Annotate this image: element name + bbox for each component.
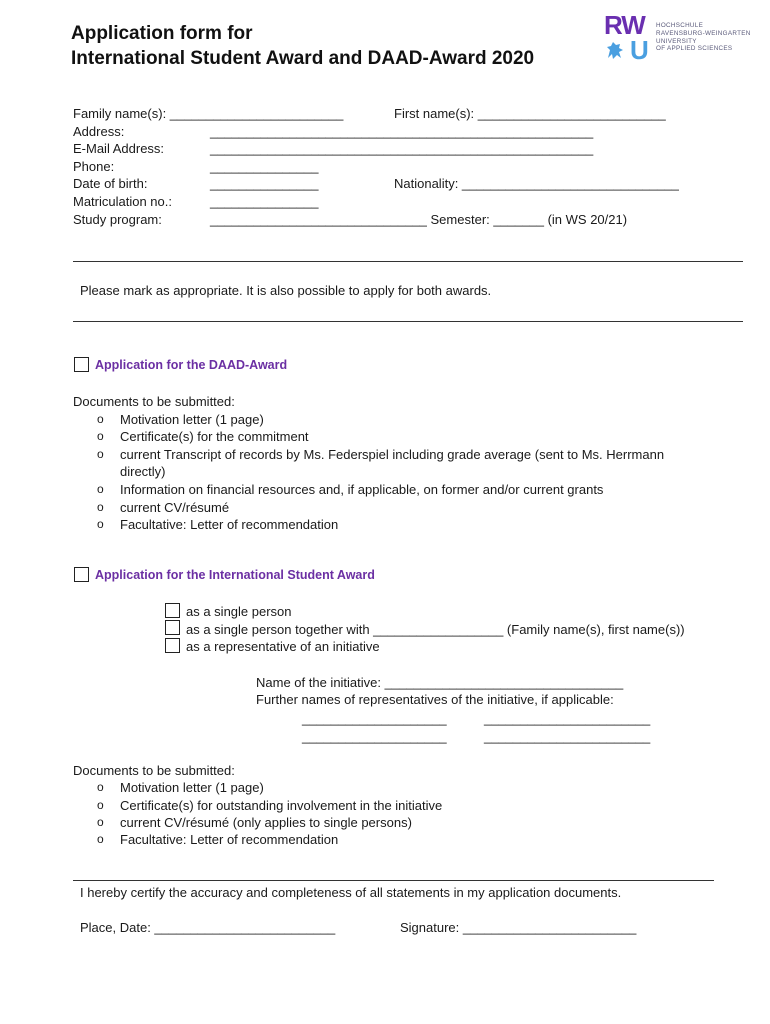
- daad-award-checkbox[interactable]: [74, 357, 89, 372]
- initiative-name-field[interactable]: Name of the initiative: _________________________________: [256, 675, 624, 690]
- instruction-text: Please mark as appropriate. It is also possible to apply for both awards.: [80, 283, 492, 298]
- bullet-icon: o: [97, 815, 104, 829]
- lion-icon: [604, 40, 626, 62]
- place-date-field[interactable]: Place, Date: _________________________: [80, 920, 336, 935]
- certification-statement: I hereby certify the accuracy and completeness of all statements in my application documents.: [80, 885, 622, 900]
- form-title-line2: International Student Award and DAAD-Award 2020: [71, 48, 535, 69]
- daad-doc-item: Certificate(s) for the commitment: [120, 429, 309, 444]
- bullet-icon: o: [97, 500, 104, 514]
- study-program-label: Study program:: [73, 212, 162, 227]
- daad-award-heading: Application for the DAAD-Award: [95, 358, 288, 372]
- isa-documents-label: Documents to be submitted:: [73, 763, 235, 778]
- daad-doc-item: current Transcript of records by Ms. Federspiel including grade average (sent to Ms. Herrmann: [120, 447, 665, 462]
- phone-field[interactable]: _______________: [210, 159, 319, 174]
- single-person-with-checkbox[interactable]: [165, 620, 180, 635]
- isa-award-checkbox[interactable]: [74, 567, 89, 582]
- representative-option: as a representative of an initiative: [186, 639, 380, 654]
- matriculation-field[interactable]: _______________: [210, 194, 319, 209]
- daad-doc-item: current CV/résumé: [120, 500, 230, 515]
- signature-field[interactable]: Signature: ________________________: [400, 920, 637, 935]
- isa-doc-item: Motivation letter (1 page): [120, 780, 264, 795]
- further-names-label: Further names of representatives of the initiative, if applicable:: [256, 692, 614, 707]
- logo-line: UNIVERSITY: [656, 37, 697, 45]
- nationality-field[interactable]: Nationality: ______________________________: [394, 176, 679, 191]
- representative-name-field[interactable]: _______________________: [484, 711, 651, 726]
- email-label: E-Mail Address:: [73, 141, 165, 156]
- family-name-field[interactable]: Family name(s): ________________________: [73, 106, 344, 121]
- daad-doc-item-continued: directly): [120, 464, 166, 479]
- email-field[interactable]: _____________________________________________________: [210, 141, 594, 156]
- daad-doc-item: Motivation letter (1 page): [120, 412, 264, 427]
- first-name-field[interactable]: First name(s): __________________________: [394, 106, 666, 121]
- dob-label: Date of birth:: [73, 176, 148, 191]
- logo-mark-rw: RW: [604, 10, 645, 40]
- single-person-option: as a single person: [186, 604, 292, 619]
- bullet-icon: o: [97, 798, 104, 812]
- logo-line: RAVENSBURG-WEINGARTEN: [656, 29, 751, 37]
- logo-line: OF APPLIED SCIENCES: [656, 45, 733, 53]
- bullet-icon: o: [97, 429, 104, 443]
- representative-name-field[interactable]: ____________________: [302, 711, 447, 726]
- bullet-icon: o: [97, 412, 104, 426]
- bullet-icon: o: [97, 780, 104, 794]
- matriculation-label: Matriculation no.:: [73, 194, 172, 209]
- logo-text: [656, 22, 751, 53]
- isa-doc-item: current CV/résumé (only applies to single persons): [120, 815, 412, 830]
- single-person-checkbox[interactable]: [165, 603, 180, 618]
- representative-checkbox[interactable]: [165, 638, 180, 653]
- phone-label: Phone:: [73, 159, 115, 174]
- dob-field[interactable]: _______________: [210, 176, 319, 191]
- divider: [73, 261, 743, 262]
- daad-documents-label: Documents to be submitted:: [73, 394, 235, 409]
- address-field[interactable]: _____________________________________________________: [210, 124, 594, 139]
- bullet-icon: o: [97, 832, 104, 846]
- isa-doc-item: Facultative: Letter of recommendation: [120, 832, 339, 847]
- daad-doc-item: Facultative: Letter of recommendation: [120, 517, 339, 532]
- representative-name-field[interactable]: _______________________: [484, 729, 651, 744]
- single-person-with-option[interactable]: as a single person together with __________________ (Family name(s), first name(s)): [186, 622, 685, 637]
- bullet-icon: o: [97, 482, 104, 496]
- isa-award-heading: Application for the International Student Award: [95, 568, 375, 582]
- logo-mark-u: U: [630, 35, 649, 65]
- form-title-line1: Application form for: [71, 23, 253, 44]
- bullet-icon: o: [97, 517, 104, 531]
- representative-name-field[interactable]: ____________________: [302, 729, 447, 744]
- divider: [73, 321, 743, 322]
- bullet-icon: o: [97, 447, 104, 461]
- study-program-field[interactable]: ______________________________ Semester: _______ (in WS 20/21): [210, 212, 628, 227]
- isa-doc-item: Certificate(s) for outstanding involvement in the initiative: [120, 798, 443, 813]
- daad-doc-item: Information on financial resources and, if applicable, on former and/or current grants: [120, 482, 604, 497]
- logo-line: HOCHSCHULE: [656, 22, 704, 29]
- address-label: Address:: [73, 124, 125, 139]
- divider: [73, 880, 714, 881]
